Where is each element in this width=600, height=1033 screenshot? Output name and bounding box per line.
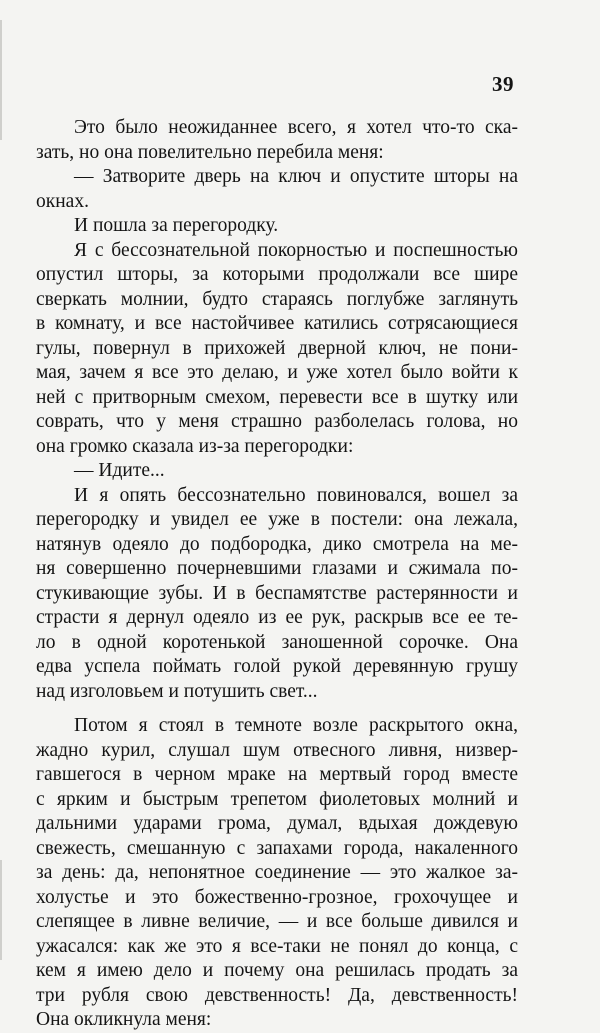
text-line: свежесть, смешанную с запахами города, накаленного bbox=[36, 837, 518, 859]
paragraph-gap bbox=[36, 704, 518, 714]
text-line: опустил шторы, за которыми продолжали все шире bbox=[36, 264, 518, 285]
text-line: стукивающие зубы. И в беспамятстве растерянности и bbox=[36, 582, 518, 604]
text-line: И пошла за перегородку. bbox=[74, 215, 279, 236]
text-line: холустье и это божественно-грозное, грохочущее и bbox=[36, 886, 518, 908]
text-line: кем я имею дело и почему она решилась продать за bbox=[36, 960, 518, 981]
text-line: едва успела поймать голой рукой деревянную грушу bbox=[36, 656, 518, 677]
text-line: ло в одной коротенькой заношенной сорочке. Она bbox=[36, 631, 518, 653]
text-line: сверкать молнии, будто стараясь поглубже заглянуть bbox=[36, 288, 518, 310]
text-line: дальними ударами грома, думал, вдыхая дождевую bbox=[36, 813, 518, 834]
text-line: ня совершенно почерневшими глазами и сжимала по- bbox=[36, 558, 518, 579]
text-line: она громко сказала из-за перегородки: bbox=[36, 435, 354, 457]
text-line: с ярким и быстрым трепетом фиолетовых молний и bbox=[36, 788, 518, 810]
text-line: ужасался: как же это я все-таки не понял до конца, с bbox=[36, 935, 518, 957]
page-edge-mark bbox=[0, 20, 2, 140]
page-number: 39 bbox=[492, 72, 514, 96]
text-line: перегородку и увидел ее уже в постели: она лежала, bbox=[36, 509, 518, 530]
text-line: — Затворите дверь на ключ и опустите шторы на bbox=[74, 166, 518, 187]
text-line: — Идите... bbox=[74, 460, 165, 481]
text-line: три рубля свою девственность! Да, девственность! bbox=[36, 984, 518, 1006]
text-line: гулы, повернул в прихожей дверной ключ, не пони- bbox=[36, 337, 518, 359]
text-line: окнах. bbox=[36, 190, 89, 212]
text-line: Потом я стоял в темноте возле раскрытого окна, bbox=[74, 715, 518, 736]
text-line: натянув одеяло до подбородка, дико смотрела на ме- bbox=[36, 533, 518, 555]
text-line: страсти я дернул одеяло из ее рук, раскрыв все ее те- bbox=[36, 607, 518, 628]
text-line: над изголовьем и потушить свет... bbox=[36, 680, 318, 702]
text-line: Я с бессознательной покорностью и поспешностью bbox=[74, 239, 518, 261]
text-line: Она окликнула меня: bbox=[36, 1009, 212, 1030]
text-line: в комнату, и все настойчивее катились сотрясающиеся bbox=[36, 313, 518, 334]
text-line: И я опять бессознательно повиновался, вошел за bbox=[74, 484, 518, 506]
text-line: за день: да, непонятное соединение — это жалкое за- bbox=[36, 862, 518, 883]
text-line: соврать, что у меня страшно разболелась голова, но bbox=[36, 411, 518, 432]
body-text bbox=[36, 116, 518, 1033]
text-line: ней с притворным смехом, перевести все в шутку или bbox=[36, 386, 518, 408]
text-line: Это было неожиданнее всего, я хотел что-то ска- bbox=[74, 117, 518, 138]
text-line: гавшегося в черном мраке на мертвый город вместе bbox=[36, 764, 518, 785]
text-line: жадно курил, слушал шум отвесного ливня, низвер- bbox=[36, 739, 518, 761]
text-line: мая, зачем я все это делаю, и уже хотел было войти к bbox=[36, 362, 518, 383]
page-edge-mark bbox=[0, 860, 2, 960]
text-line: слепящее в ливне величие, — и все больше дивился и bbox=[36, 911, 518, 932]
text-line: зать, но она повелительно перебила меня: bbox=[36, 141, 384, 163]
